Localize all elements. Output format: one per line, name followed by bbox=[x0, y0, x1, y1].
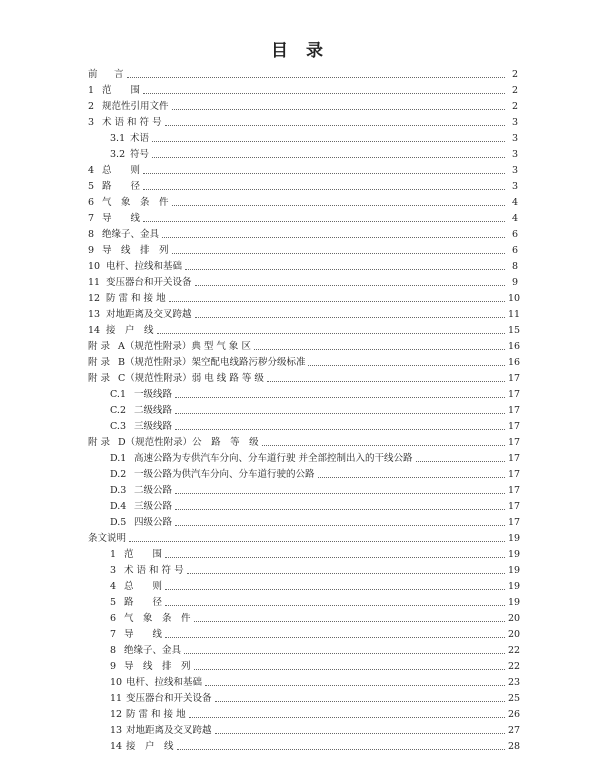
toc-entry[interactable] bbox=[110, 644, 521, 658]
toc-number: C.2 bbox=[110, 405, 126, 416]
toc-label: 气 象 条 件 bbox=[124, 613, 191, 624]
toc-page: 22 bbox=[508, 645, 521, 656]
toc-page: 17 bbox=[508, 373, 521, 384]
toc-leader bbox=[143, 221, 505, 222]
toc-label: 三级公路 bbox=[134, 501, 173, 512]
toc-page: 17 bbox=[508, 405, 521, 416]
toc-number: 前 bbox=[88, 69, 98, 80]
toc-page: 19 bbox=[508, 565, 521, 576]
toc-label: 言 bbox=[114, 69, 124, 80]
toc-leader bbox=[143, 189, 505, 190]
toc-page: 11 bbox=[508, 309, 521, 320]
toc-label: 变压器台和开关设备 bbox=[126, 693, 212, 704]
toc-label: 总 则 bbox=[124, 581, 163, 592]
toc-leader bbox=[416, 461, 505, 462]
toc-number: 4 bbox=[88, 165, 95, 176]
toc-number: 8 bbox=[110, 645, 117, 656]
toc-entry[interactable] bbox=[110, 500, 521, 514]
toc-page: 4 bbox=[511, 213, 518, 224]
toc-page: 4 bbox=[511, 197, 518, 208]
toc-entry[interactable] bbox=[88, 356, 521, 370]
toc-label: 气 象 条 件 bbox=[102, 197, 169, 208]
toc-number: 6 bbox=[110, 613, 117, 624]
toc-number: 附 录 bbox=[88, 357, 111, 368]
toc-label: 绝缘子、金具 bbox=[102, 229, 160, 240]
toc-label: 变压器台和开关设备 bbox=[106, 277, 192, 288]
toc-entry[interactable] bbox=[88, 228, 518, 242]
toc-label: 规范性引用文件 bbox=[102, 101, 169, 112]
toc-number: D.2 bbox=[110, 469, 127, 480]
toc-entry[interactable] bbox=[110, 420, 521, 434]
toc-leader bbox=[189, 717, 505, 718]
toc-entry[interactable] bbox=[110, 468, 521, 482]
toc-leader bbox=[318, 477, 505, 478]
toc-leader bbox=[175, 509, 505, 510]
toc-number: 附 录 bbox=[88, 341, 111, 352]
toc-entry[interactable] bbox=[88, 84, 518, 98]
toc-entry[interactable] bbox=[88, 532, 521, 546]
toc-number: 附 录 bbox=[88, 437, 111, 448]
toc-page: 3 bbox=[511, 181, 518, 192]
toc-page: 19 bbox=[508, 533, 521, 544]
toc-page: 6 bbox=[511, 229, 518, 240]
toc-label: B（规范性附录）架空配电线路污秽分级标准 bbox=[118, 357, 306, 368]
toc-number: 10 bbox=[88, 261, 101, 272]
toc-number: 10 bbox=[110, 677, 123, 688]
toc-page: 28 bbox=[508, 741, 521, 752]
toc-page: 10 bbox=[508, 293, 521, 304]
toc-number: D.3 bbox=[110, 485, 127, 496]
toc-page: 6 bbox=[511, 245, 518, 256]
toc-number: 3.1 bbox=[110, 133, 126, 144]
toc-leader bbox=[195, 285, 505, 286]
toc-entry[interactable] bbox=[110, 596, 521, 610]
toc-entry[interactable] bbox=[88, 308, 521, 322]
toc-entry[interactable] bbox=[88, 196, 518, 210]
toc-page: 8 bbox=[511, 261, 518, 272]
toc-label: 二级线路 bbox=[134, 405, 173, 416]
toc-leader bbox=[172, 253, 505, 254]
toc-leader bbox=[194, 669, 505, 670]
toc-entry[interactable] bbox=[88, 180, 518, 194]
toc-label: 总 则 bbox=[102, 165, 141, 176]
toc-page: 19 bbox=[508, 597, 521, 608]
toc-page: 3 bbox=[511, 133, 518, 144]
toc-label: 导 线 排 列 bbox=[102, 245, 169, 256]
toc-entry[interactable] bbox=[110, 516, 521, 530]
toc-page: 3 bbox=[511, 149, 518, 160]
toc-leader bbox=[165, 589, 505, 590]
toc-page: 17 bbox=[508, 485, 521, 496]
toc-number: 5 bbox=[110, 597, 117, 608]
toc-label: 路 径 bbox=[124, 597, 163, 608]
toc-leader bbox=[195, 317, 505, 318]
toc-entry[interactable] bbox=[110, 676, 521, 690]
toc-leader bbox=[157, 333, 505, 334]
toc-number: 3 bbox=[88, 117, 95, 128]
toc-entry[interactable] bbox=[88, 292, 521, 306]
toc-leader bbox=[143, 93, 505, 94]
toc-leader bbox=[267, 381, 505, 382]
toc-entry[interactable] bbox=[88, 276, 518, 290]
toc-label: 术语 bbox=[130, 133, 150, 144]
toc-number: 1 bbox=[110, 549, 117, 560]
toc-label: 导 线 bbox=[124, 629, 163, 640]
toc-page: 2 bbox=[511, 69, 518, 80]
toc-number: 6 bbox=[88, 197, 95, 208]
toc-entry[interactable] bbox=[110, 404, 521, 418]
toc-entry[interactable] bbox=[110, 564, 521, 578]
toc-page: 3 bbox=[511, 117, 518, 128]
toc-entry[interactable] bbox=[88, 372, 521, 386]
toc-label: 一级公路为供汽车分向、分车道行驶的公路 bbox=[134, 469, 315, 480]
toc-leader bbox=[143, 173, 505, 174]
toc-entry[interactable] bbox=[88, 324, 521, 338]
toc-number: 13 bbox=[110, 725, 123, 736]
toc-leader bbox=[165, 605, 505, 606]
toc-label: 高速公路为专供汽车分向、分车道行驶 并全部控制出入的干线公路 bbox=[134, 453, 413, 464]
toc-label: 绝缘子、金具 bbox=[124, 645, 182, 656]
toc-leader bbox=[162, 237, 505, 238]
toc-page: 17 bbox=[508, 421, 521, 432]
toc-label: 术 语 和 符 号 bbox=[102, 117, 162, 128]
toc-number: D.5 bbox=[110, 517, 127, 528]
toc-page: 26 bbox=[508, 709, 521, 720]
toc-entry[interactable] bbox=[110, 708, 521, 722]
toc-leader bbox=[165, 637, 505, 638]
toc-entry[interactable] bbox=[110, 628, 521, 642]
toc-label: 对地距离及交叉跨越 bbox=[106, 309, 192, 320]
toc-leader bbox=[194, 621, 505, 622]
toc-page: 16 bbox=[508, 341, 521, 352]
toc-leader bbox=[175, 429, 505, 430]
toc-page: 19 bbox=[508, 581, 521, 592]
toc-number: 9 bbox=[110, 661, 117, 672]
toc-number: 14 bbox=[110, 741, 123, 752]
toc-leader bbox=[175, 397, 505, 398]
toc-page: 20 bbox=[508, 629, 521, 640]
toc-page: 15 bbox=[508, 325, 521, 336]
toc-entry[interactable] bbox=[110, 484, 521, 498]
toc-number: 7 bbox=[88, 213, 95, 224]
toc-number: C.1 bbox=[110, 389, 126, 400]
toc-page: 17 bbox=[508, 517, 521, 528]
toc-entry[interactable] bbox=[110, 692, 521, 706]
toc-leader bbox=[172, 205, 505, 206]
toc-label: 导 线 bbox=[102, 213, 141, 224]
toc-page: 25 bbox=[508, 693, 521, 704]
toc-entry[interactable] bbox=[110, 148, 518, 162]
toc-label: 导 线 排 列 bbox=[124, 661, 191, 672]
toc-entry[interactable] bbox=[88, 100, 518, 114]
toc-leader bbox=[262, 445, 505, 446]
toc-page: 19 bbox=[508, 549, 521, 560]
toc-leader bbox=[175, 493, 505, 494]
toc-leader bbox=[169, 301, 505, 302]
toc-label: C（规范性附录）弱 电 线 路 等 级 bbox=[118, 373, 264, 384]
toc-label: 一级线路 bbox=[134, 389, 173, 400]
toc-number: D.1 bbox=[110, 453, 127, 464]
toc-label: 四级公路 bbox=[134, 517, 173, 528]
toc-label: 范 围 bbox=[124, 549, 163, 560]
toc-entry[interactable] bbox=[88, 260, 518, 274]
toc-label: 术 语 和 符 号 bbox=[124, 565, 184, 576]
toc-entry[interactable] bbox=[88, 436, 521, 450]
toc-page: 17 bbox=[508, 437, 521, 448]
toc-page: 2 bbox=[511, 101, 518, 112]
toc-number: 7 bbox=[110, 629, 117, 640]
toc-entry[interactable] bbox=[88, 164, 518, 178]
toc-number: 附 录 bbox=[88, 373, 111, 384]
toc-page: 17 bbox=[508, 501, 521, 512]
toc-page: 2 bbox=[511, 85, 518, 96]
toc-label: 接 户 线 bbox=[126, 741, 174, 752]
toc-leader bbox=[175, 525, 505, 526]
toc-entry[interactable] bbox=[110, 548, 521, 562]
toc-entry[interactable] bbox=[110, 740, 521, 754]
toc-entry[interactable] bbox=[88, 116, 518, 130]
toc-label: 符号 bbox=[130, 149, 150, 160]
toc-leader bbox=[185, 269, 505, 270]
toc-leader bbox=[152, 157, 505, 158]
toc-entry[interactable] bbox=[110, 452, 521, 466]
toc-entry[interactable] bbox=[110, 580, 521, 594]
toc-page: 17 bbox=[508, 389, 521, 400]
toc-number: 11 bbox=[110, 693, 123, 704]
toc-leader bbox=[215, 733, 505, 734]
toc-leader bbox=[184, 653, 505, 654]
toc-entry[interactable] bbox=[88, 244, 518, 258]
toc-leader bbox=[127, 77, 505, 78]
toc-leader bbox=[165, 557, 505, 558]
toc-leader bbox=[165, 125, 505, 126]
toc-page: 16 bbox=[508, 357, 521, 368]
toc-number: 14 bbox=[88, 325, 101, 336]
page-title: 目 录 bbox=[271, 41, 329, 61]
toc-number: 3.2 bbox=[110, 149, 126, 160]
toc-page: 17 bbox=[508, 453, 521, 464]
toc-number: 11 bbox=[88, 277, 101, 288]
toc-number: 4 bbox=[110, 581, 117, 592]
toc-label: 范 围 bbox=[102, 85, 141, 96]
toc-label: 路 径 bbox=[102, 181, 141, 192]
toc-leader bbox=[129, 541, 505, 542]
toc-number: 12 bbox=[110, 709, 123, 720]
toc-entry[interactable] bbox=[88, 68, 518, 82]
toc-number: C.3 bbox=[110, 421, 126, 432]
toc-entry[interactable] bbox=[110, 612, 521, 626]
toc-number: 1 bbox=[88, 85, 95, 96]
toc-entry[interactable] bbox=[88, 340, 521, 354]
toc-label: D（规范性附录）公 路 等 级 bbox=[118, 437, 259, 448]
toc-leader bbox=[175, 413, 505, 414]
toc-number: 2 bbox=[88, 101, 95, 112]
toc-leader bbox=[152, 141, 505, 142]
toc-page: 23 bbox=[508, 677, 521, 688]
toc-label: 条文说明 bbox=[88, 533, 127, 544]
toc-page: 3 bbox=[511, 165, 518, 176]
toc-page: 22 bbox=[508, 661, 521, 672]
toc-page: 9 bbox=[511, 277, 518, 288]
toc-page: 17 bbox=[508, 469, 521, 480]
toc-entry[interactable] bbox=[110, 132, 518, 146]
toc-leader bbox=[187, 573, 505, 574]
toc-label: 对地距离及交叉跨越 bbox=[126, 725, 212, 736]
toc-label: 电杆、拉线和基础 bbox=[126, 677, 203, 688]
toc-entry[interactable] bbox=[110, 724, 521, 738]
toc-leader bbox=[254, 349, 505, 350]
toc-leader bbox=[215, 701, 505, 702]
toc-number: 5 bbox=[88, 181, 95, 192]
toc-label: 防 雷 和 接 地 bbox=[106, 293, 166, 304]
toc-entry[interactable] bbox=[110, 660, 521, 674]
toc-label: 防 雷 和 接 地 bbox=[126, 709, 186, 720]
toc-number: 13 bbox=[88, 309, 101, 320]
toc-label: A（规范性附录）典 型 气 象 区 bbox=[118, 341, 251, 352]
toc-page: 27 bbox=[508, 725, 521, 736]
toc-leader bbox=[172, 109, 505, 110]
toc-number: D.4 bbox=[110, 501, 127, 512]
toc-label: 二级公路 bbox=[134, 485, 173, 496]
toc-number: 8 bbox=[88, 229, 95, 240]
toc-entry[interactable] bbox=[110, 388, 521, 402]
toc-number: 9 bbox=[88, 245, 95, 256]
toc-label: 三级线路 bbox=[134, 421, 173, 432]
toc-number: 3 bbox=[110, 565, 117, 576]
toc-leader bbox=[177, 749, 505, 750]
toc-number: 12 bbox=[88, 293, 101, 304]
toc-entry[interactable] bbox=[88, 212, 518, 226]
toc-label: 电杆、拉线和基础 bbox=[106, 261, 183, 272]
toc-label: 接 户 线 bbox=[106, 325, 154, 336]
toc-page: 20 bbox=[508, 613, 521, 624]
toc-leader bbox=[308, 365, 505, 366]
toc-leader bbox=[205, 685, 505, 686]
